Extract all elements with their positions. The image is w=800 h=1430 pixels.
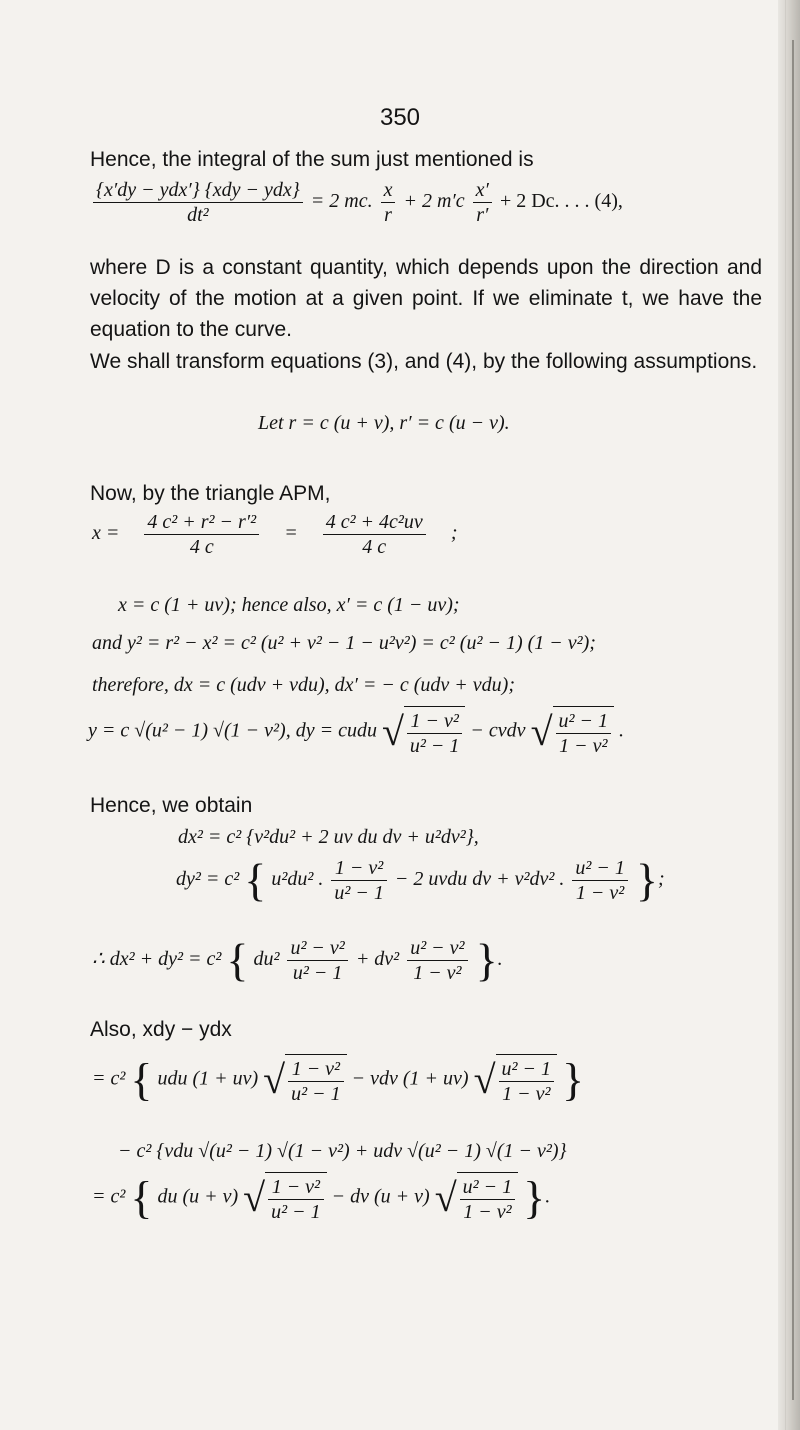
dy2-fraction-1 xyxy=(331,856,387,905)
sum-part: ∴ dx² + dy² = c² xyxy=(92,948,222,971)
page-number: 350 xyxy=(379,104,421,131)
dy2-fraction-2 xyxy=(572,856,628,905)
frac-den: u² − 1 xyxy=(288,1081,344,1106)
frac-den: 1 − v² xyxy=(556,733,612,758)
frac-num: x′ xyxy=(475,179,489,201)
frac-num: u² − 1 xyxy=(575,857,625,879)
sum-part: du² xyxy=(253,948,280,971)
frac-num: 1 − v² xyxy=(291,1058,341,1080)
eq4-rhs-part: = 2 mc. xyxy=(310,190,373,213)
frac-den: u² − 1 xyxy=(287,960,347,985)
eq4-lhs-fraction xyxy=(93,178,303,227)
dy2-part: − 2 uvdu dv + v²dv² . xyxy=(394,868,565,891)
period: . xyxy=(619,719,625,742)
l3-part: du (u + v) xyxy=(157,1185,239,1208)
frac-den: u² − 1 xyxy=(331,880,387,905)
frac-num: u² − 1 xyxy=(558,710,609,732)
l1-part: udu (1 + uv) xyxy=(157,1067,259,1090)
xdy-line-3: = c² { du (u + v) √ $\frac{\text{1 − v²}}{\text{u² − 1}}$ − dv (u + v) √ $\frac{\text{u² − 1}}{\text{1 − v²}}$ }. xyxy=(92,1172,551,1223)
obtain-line: Hence, we obtain xyxy=(90,794,253,817)
radical-2: √ $\frac{\text{u² − 1}}{\text{1 − v²}}$ xyxy=(531,706,614,758)
frac-num: 4 c² + 4c²uv xyxy=(325,511,423,533)
frac-den: 1 − v² xyxy=(460,1199,516,1224)
dy2-part: dy² = c² xyxy=(176,868,240,891)
sum-fraction-2 xyxy=(407,936,467,985)
xdy-line-1: = c² { udu (1 + uv) √ $\frac{\text{1 − v²}}{\text{u² − 1}}$ − vdv (1 + uv) √ $\frac{\text{u² − 1}}{\text{1 − v²}}$ } xyxy=(92,1054,585,1105)
frac-den: 4 c xyxy=(144,534,259,559)
radical-1: √ $\frac{\text{1 − v²}}{\text{u² − 1}}$ xyxy=(382,706,465,758)
frac-den: u² − 1 xyxy=(407,733,463,758)
frac-den: r′ xyxy=(473,202,492,227)
frac-num: u² − 1 xyxy=(462,1176,513,1198)
sum-part: + dv² xyxy=(355,948,400,971)
page-edge-line xyxy=(792,40,794,1400)
l3-part: − dv (u + v) xyxy=(331,1185,430,1208)
page-edge-line xyxy=(785,0,786,1430)
period: . xyxy=(497,948,503,971)
assumption-line: Let r = c (u + v), r′ = c (u − v). xyxy=(258,412,510,434)
page-edge-shadow xyxy=(778,0,800,1430)
paragraph-assumptions: We shall transform equations (3), and (4), by the following assumptions. xyxy=(90,350,758,373)
eq4-denominator: dt² xyxy=(93,202,303,227)
sum-fraction-1 xyxy=(287,936,347,985)
frac-den: 1 − v² xyxy=(407,960,467,985)
frac-den: 1 − v² xyxy=(572,880,628,905)
x-equation xyxy=(92,510,457,559)
radical-l3-1: √ $\frac{\text{1 − v²}}{\text{u² − 1}}$ xyxy=(243,1172,326,1224)
intro-paragraph: Hence, the integral of the sum just mentioned is xyxy=(90,148,534,171)
eq4-rhs-part: + 2 Dc. . . . (4), xyxy=(499,190,623,213)
x-lhs: x = xyxy=(92,522,120,545)
also-line: Also, xdy − ydx xyxy=(90,1018,232,1041)
radical-l1-1: √ $\frac{\text{1 − v²}}{\text{u² − 1}}$ xyxy=(263,1054,346,1106)
equation-4 xyxy=(90,178,623,227)
dx-squared-line: dx² = c² {v²du² + 2 uv du dv + u²dv²}, xyxy=(178,826,479,848)
frac-den: 4 c xyxy=(323,534,426,559)
x-line: x = c (1 + uv); hence also, x′ = c (1 − uv); xyxy=(118,594,460,616)
frac-num: x xyxy=(383,179,393,201)
equals: = xyxy=(284,522,298,545)
frac-num: 1 − v² xyxy=(271,1176,321,1198)
semicolon: ; xyxy=(657,868,665,891)
frac-num: u² − 1 xyxy=(501,1058,552,1080)
radical-l1-2: √ $\frac{\text{u² − 1}}{\text{1 − v²}}$ xyxy=(474,1054,557,1106)
semicolon: ; xyxy=(450,522,458,545)
radical-l3-2: √ $\frac{\text{u² − 1}}{\text{1 − v²}}$ xyxy=(435,1172,518,1224)
dy-part: y = c √(u² − 1) √(1 − v²), dy = cudu xyxy=(88,719,377,742)
frac-den: r xyxy=(381,202,396,227)
eq4-numerator: {x′dy − ydx′} {xdy − ydx} xyxy=(96,179,300,201)
dy-part: − cvdv xyxy=(470,719,526,742)
eq4-fraction-x-r xyxy=(381,178,396,227)
xdy-line-2: − c² {vdu √(u² − 1) √(1 − v²) + udv √(u² − 1) √(1 − v²)} xyxy=(118,1140,567,1162)
dy-squared-line: dy² = c² { u²du² . $\frac{\text{1 − v²}}{\text{u² − 1}}$ − 2 uvdu dv + v²dv² . $\frac{\text{u² − 1}}{\text{1 − v²}}$ }; xyxy=(176,854,665,906)
eq4-fraction-x-prime xyxy=(473,178,492,227)
x-fraction-2 xyxy=(323,510,426,559)
sum-line: ∴ dx² + dy² = c² { du² $\frac{\text{u² − v²}}{\text{u² − 1}}$ + dv² $\frac{\text{u² − v²}}{\text{1 − v²}}$ }. xyxy=(92,934,503,986)
x-fraction-1 xyxy=(144,510,259,559)
paragraph-constant-D: where D is a constant quantity, which depends upon the direction and velocity of the motion at a given point. If we eliminate t, we have the equation to the curve. xyxy=(90,256,762,341)
frac-den: 1 − v² xyxy=(499,1081,555,1106)
frac-num: u² − v² xyxy=(290,937,345,959)
frac-num: 4 c² + r² − r′² xyxy=(147,511,257,533)
dx-line: therefore, dx = c (udv + vdu), dx′ = − c (udv + vdu); xyxy=(92,674,515,696)
l1-part: − vdv (1 + uv) xyxy=(351,1067,469,1090)
frac-den: u² − 1 xyxy=(268,1199,324,1224)
period: . xyxy=(545,1185,551,1208)
frac-num: 1 − v² xyxy=(334,857,384,879)
l1-part: = c² xyxy=(92,1067,126,1090)
frac-num: 1 − v² xyxy=(410,710,459,732)
triangle-line: Now, by the triangle APM, xyxy=(90,482,331,505)
l3-part: = c² xyxy=(92,1185,126,1208)
y-squared-line: and y² = r² − x² = c² (u² + v² − 1 − u²v²) = c² (u² − 1) (1 − v²); xyxy=(92,632,596,654)
frac-num: u² − v² xyxy=(410,937,465,959)
dy2-part: u²du² . xyxy=(271,868,324,891)
eq4-rhs-part: + 2 m′c xyxy=(403,190,465,213)
dy-line xyxy=(88,706,624,758)
